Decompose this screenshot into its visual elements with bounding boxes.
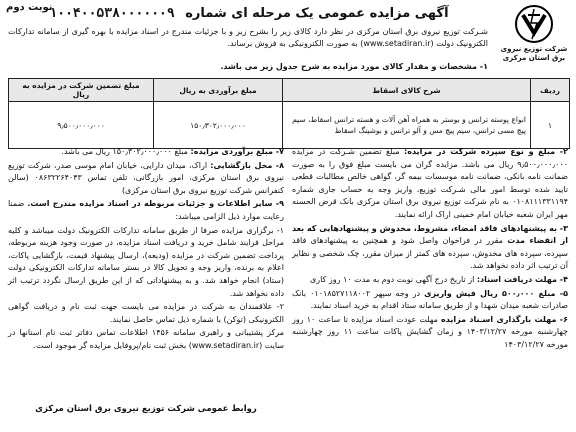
clause-8: ۸- محل بازگشایی: اراک، میدان دارایی، خیابان امام موسی صدر، شرکت توزیع نیروی برق استان مرکزی، امور بازرگانی، تلفن تماس ۰۸۶۳۲۲۶۴۰۴۳ (سالن کنفرانس شرکت توزیع نیروی برق استان مرکزی)	[8, 160, 284, 195]
note-1: ۱- برگزاری مزایده صرفا از طریق سامانه تدارکات الکترونیک دولت میباشد و کلیه مراحل فرایند شامل خرید و دریافت اسناد مزایده، در صورت وجود هزینه مربوطه، پرداخت تضمین شرکت در مزایده (ودیعه)، ارسال پیشنهاد قیمت، بازگشایی پاکات، اعلام به برنده، واریز وجه و تحویل کالا در بستر سامانه تدارکات الکترونیکی دولت (ستاد) انجام خواهد شد. و به پیشنهاداتی که از این طریق ارسال نگردد ترتیب اثر داده نخواهد شد.	[8, 225, 284, 298]
clause-7: ۷- مبلغ برآوردی مزایده: مبلغ ۱۵۰٫۳۰۲٫۰۰۰٫۰۰۰ ریال می باشد.	[61, 147, 284, 156]
cell-description: انواع پوسته ترانس و بوستر به همراه آهن آلات و هسته ترانس اسقاط، سیم پیچ مسی ترانس، سیم پیچ مس و آلو ترانس و بوشینگ اسقاط	[283, 102, 531, 149]
public-relations-signature: روابط عمومی شرکت توزیع نیروی برق استان مرکزی	[35, 404, 257, 414]
tender-number: ۱۰۰۴۰۰۵۳۸۰۰۰۰۰۰۹	[49, 6, 175, 21]
items-table	[8, 78, 570, 149]
clause-2: ۲- مبلغ و نوع سپرده شرکت در مزایده: مبلغ تضمین شـرکت در مزایده ۹٫۵۰۰٫۰۰۰٫۰۰۰ ریال می باشد. مزایده گران می بایست مبلغ فوق را به صورت ضمانت نامه بانکی، ضمانت نامه موسسات بیمه گر، گواهی خالص مطالبات قطعی تایید شده توسط امور مالی شـرکت توزیع، واریز وجه به حساب جاری شماره ۰۱۰۸۱۱۱۳۳۱۱۹۴ به نام شرکت توزیع نیروی برق استان مرکزی بانک قرض الحسنه مهر ایران شعبه خیابان امام خمینی اراک ارائه نمایند.	[292, 147, 568, 219]
header-estimate: مبلغ برآوردی به ریال	[154, 79, 283, 102]
title-text: آگهی مزایده عمومی یک مرحله ای شماره	[185, 6, 449, 21]
clause-5: ۵- مبلغ ۵۰۰٫۰۰۰ ریال فیش واریزی در وجه سپهر ۰۱۰۱۸۵۲۷۱۱۸۰۰۲ بانک صادرات شعبه میدان شهدا و از طریق سامانه ستاد اقدام به خرید اسناد نمایند.	[292, 288, 568, 311]
note-3: مرکز پشتیبانی و راهبری سامانه ۱۴۵۶ اطلاعات تماس دفاتر ثبت نام استانها در سایت (www.setadiran.ir) بخش ثبت نام/پروفایل مزایده گر موجود است.	[8, 328, 284, 350]
note-2: ۲- علاقمندان به شرکت در مزایده می بایست جهت ثبت نام و دریافت گواهی الکترونیکی (توکن) با شماره ذیل تماس حاصل نمایند.	[8, 302, 284, 324]
clause-4: ۴- مهلت دریافت اسناد: از تاریخ درج آگهی نوبت دوم به مدت ۱۰ روز کاری	[309, 274, 568, 284]
cell-estimate: ۱۵۰٫۳۰۲٫۰۰۰٫۰۰۰	[154, 102, 283, 149]
table-row	[9, 102, 570, 149]
left-column	[8, 146, 284, 354]
round-tag: نوبت دوم	[6, 2, 53, 13]
table-header-row	[9, 79, 570, 102]
clause-6: ۶- مهلت بارگذاری اسـناد مزایده مهلت عودت اسناد مزایده تا ساعت ۱۰ روز چهارشنبه مورخه ۱۴۰۳/۱۲/۲۷ و زمان گشایش پاکات ساعت ۱۱ روز چهارشنبه مورخه ۱۴۰۳/۱۲/۲۷	[292, 314, 569, 349]
header-description: شرح کالای اسقاط	[283, 79, 531, 102]
header-guarantee: مبلغ تضمین شرکت در مزایده به ریال	[9, 79, 154, 102]
cell-guarantee: ۹٫۵۰۰٫۰۰۰٫۰۰۰	[9, 102, 154, 149]
intro-paragraph: شـرکت توزیع نیروی برق استان مرکزی در نظر دارد کالای زیر را بشرح زیر و با جزئیات مندرج در اسناد مزایده با بهره گیری از سامانه تدارکات الکترونیک دولت (www.setadiran.ir) به صورت الکترونیکی به فروش برساند.	[8, 27, 488, 48]
cell-row-number: ۱	[531, 102, 570, 149]
lightning-logo-icon	[514, 4, 554, 44]
right-column	[292, 146, 568, 353]
section-1-heading: ۱- مشخصات و مقدار کالای مورد مزایده به شرح جدول زیر می باشد.	[220, 62, 488, 71]
company-logo	[498, 4, 570, 63]
page-title	[14, 6, 484, 21]
logo-caption: شرکت توزیع نیروی برق استان مرکزی	[500, 45, 568, 62]
clause-9: ۹- سایر اطلاعات و جزئیات مربوطه در اسناد مزایده مندرج است. ضمنا رعایت موارد ذیل الزامی میباشد:	[8, 199, 284, 221]
header-row-number: ردیف	[531, 79, 570, 102]
clause-3: ۳- به پیشنهادهای فاقد امضاء، مشروط، مخدوش و پیشنهادهایی که بعد از انقضاء مدت مقرر در فراخوان واصل شود و همچنین به پیشنهادهای فاقد سپرده، سپرده های مخدوش، سپرده های کمتر از میزان مقرر، چک شخصی و نظایر آن ترتیب اثر داده نخواهد شد.	[292, 223, 569, 271]
